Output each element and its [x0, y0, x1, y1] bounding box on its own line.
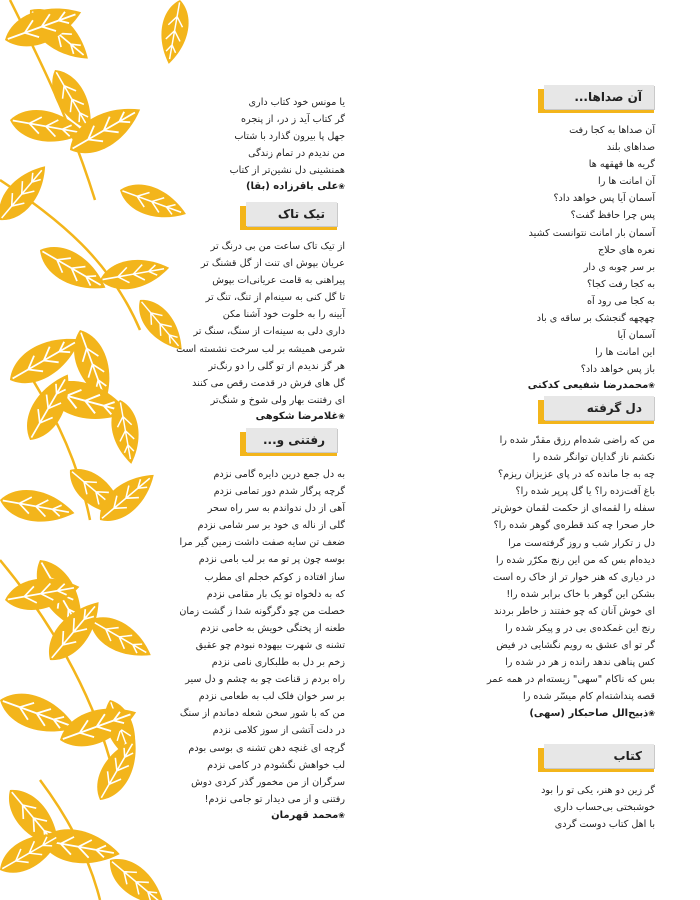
poem-line: این امانت ها را	[595, 347, 655, 359]
poem-tik-tak	[176, 238, 345, 425]
poem-line: باز پس خواهد داد؟	[580, 364, 655, 376]
poem-title: تیک تاک	[246, 202, 337, 226]
poem-lines	[200, 94, 345, 179]
poem-title-tab	[538, 396, 654, 424]
poem-line: ضعف تن سایه صفت داشت زمین گیر مرا	[179, 537, 345, 549]
poem-line: چهچهه گنجشک بر ساقه ی باد	[536, 313, 655, 325]
poem-line: گرچه ای غنچه دهن تشنه ی بوسی بودم	[188, 742, 345, 754]
poem-line: عریان بپوش ای تنت از گل قشنگ تر	[200, 258, 345, 270]
poem-line: به دل جمع درین دایره گامی نزدم	[213, 469, 345, 480]
poem-line: ساز افتاده ز کوکم خجلم ای مطرب	[204, 571, 345, 583]
poem-line: نعره های حلاج	[597, 244, 655, 256]
poem-line: یا مونس خود کتاب داری	[248, 97, 345, 108]
poem-title-tab	[538, 85, 654, 113]
poem-line: گل های فرش در قدمت رقص می کنند	[192, 377, 345, 389]
poem-line: بر سر خوان فلک لب به طعامی نزدم	[198, 691, 345, 703]
poem-line: آسمان بار امانت نتوانست کشید	[528, 227, 655, 239]
poem-author: ❀ علی باقرزاده (بقا)	[200, 179, 345, 195]
poem-line: سرگران از من مخمور گذر کردی دوش	[191, 776, 345, 788]
poem-line: گریه ها قهقهه ها	[588, 159, 655, 171]
poem-line: خوشبختی بی‌حساب داری	[553, 802, 655, 814]
poem-line: آن صداها به کجا رفت	[569, 125, 655, 136]
poem-line: گر تو ای عشق به رویم نگشایی در فیض	[496, 640, 655, 652]
poem-line: لب خواهش نگشودم در کامی نزدم	[207, 759, 345, 771]
poem-line: کس پناهی ندهد رانده ز هر در شده را	[505, 657, 655, 669]
poem-line: من ندیدم در تمام زندگی	[248, 148, 345, 160]
poem-line: من که راضی شده‌ام رزق مقدّر شده را	[499, 435, 655, 446]
poem-line: داری دلی به سینه‌ات از سنگ، سنگ تر	[193, 326, 345, 338]
poem-line: دل ز تکرار شب و روز گرفته‌ست مرا	[508, 537, 655, 549]
poem-line: به کجا رفت کجا؟	[586, 278, 655, 290]
poem-line: از تیک تاک ساعت من بی درنگ تر	[210, 241, 345, 252]
poem-line: آهی از دل ندواندم به سر راه سحر	[207, 503, 345, 515]
poem-line: طعنه از پختگی خویش به خامی نزدم	[200, 622, 345, 634]
poem-author: ❀ ذبیح‌الل صاحبکار (سهی)	[430, 706, 655, 722]
poem-line: گر زین دو هنر، یکی تو را بود	[541, 785, 655, 796]
poem-author: ❀ محمدرضا شفیعی کدکنی	[430, 378, 655, 394]
poem-line: ای خوش آنان که چو خفتند ز خاطر بردند	[493, 605, 655, 617]
poem-ketab	[430, 782, 655, 833]
poem-line: همنشینی دل نشین‌تر از کتاب	[229, 165, 345, 177]
poem-title-tab	[240, 202, 337, 230]
poem-line: هر گز ندیدم از تو گلی را دو رنگ‌تر	[208, 360, 345, 372]
poem-line: تشنه ی شهرت بیهوده نبودم چو عقیق	[195, 639, 345, 651]
poem-author: ❀ محمد قهرمان	[200, 808, 345, 824]
poem-an-sedaha	[430, 122, 655, 394]
poem-title-tab	[240, 428, 337, 456]
poem-title: آن صداها...	[544, 85, 654, 109]
poem-line: بوسه چون پر تو مه بر لب بامی نزدم	[198, 554, 345, 566]
poem-line: آسمان آیا پس خواهد داد؟	[553, 193, 655, 205]
poem-author: ❀ غلامرضا شکوهی	[200, 409, 345, 425]
poem-line: به کجا می رود آه	[586, 295, 655, 307]
poem-lines	[430, 782, 655, 833]
poem-line: بر سر چوبه ی دار	[583, 261, 655, 273]
poem-line: آن امانت ها را	[598, 176, 655, 188]
poem-line: پیراهنی به قامت عریانی‌ات بپوش	[212, 275, 345, 287]
poem-line: صداهای بلند	[606, 142, 655, 154]
poem-line: بس که ناکام "سهی" زیسته‌ام در همه عمر	[487, 674, 655, 686]
poem-title-tab	[538, 744, 654, 772]
poem-line: چه به جا مانده که در پای عزیزان ریزم؟	[498, 469, 655, 481]
poem-line: جهل پا بیرون گذارد با شتاب	[234, 131, 345, 143]
poem-line: ای رفتنت بهار ولی شوخ و شنگ‌تر	[210, 394, 345, 406]
poem-line: خصلت من چو دگرگونه شدا ز گشت زمان	[179, 605, 345, 617]
poem-line: گلی از ناله ی خود بر سر شامی نزدم	[197, 520, 345, 532]
poem-book-friend	[200, 94, 345, 195]
poem-line: بشکن این گوهر با خاک برابر شده را!	[506, 588, 655, 600]
poem-line: در دلت آتشی از سوز کلامی نزدم	[212, 725, 345, 737]
poem-line: که به دلخواه تو یک بار مقامی نزدم	[206, 588, 345, 600]
poem-line: رنج این غمکده‌ی بی در و پیکر شده را	[505, 623, 655, 635]
poem-line: پس چرا حافظ گفت؟	[570, 210, 655, 222]
poem-lines	[179, 466, 345, 808]
poem-line: نکشم ناز گدایان توانگر شده را	[532, 452, 655, 464]
poem-del-gerefte	[430, 432, 655, 722]
poem-line: زخم بر دل به طلبکاری نامی نزدم	[211, 657, 345, 669]
poem-line: گر کتاب آید ز در، از پنجره	[241, 114, 345, 126]
poem-line: راه بردم ز قناعت چو به چشم و دل سیر	[185, 674, 345, 686]
poem-title: کتاب	[544, 744, 654, 768]
poem-line: قصه پنداشته‌ام کام میسّر شده را	[523, 691, 655, 703]
poem-line: سفله را لقمه‌ای از حکمت لقمان خوش‌تر	[492, 503, 655, 515]
poem-line: تا گل کنی به سینه‌ام از تنگ، تنگ تر	[205, 292, 345, 304]
poem-line: گرچه پرگار شدم دور تمامی نزدم	[213, 486, 345, 498]
poem-line: باغ آفت‌زده را؟ یا گل پرپر شده را؟	[515, 486, 655, 498]
poem-line: دیده‌ام بس که من این رنج مکرّر شده را	[496, 554, 655, 566]
poem-line: آیینه را به خلوت خود آشنا مکن	[222, 309, 345, 321]
poem-title: دل گرفته	[544, 396, 654, 420]
poem-line: من که با شور سخن شعله دماندم از سنگ	[179, 708, 345, 720]
poem-lines	[430, 432, 655, 706]
poem-rafteni	[179, 466, 345, 824]
poem-line: رفتنی و از می دیدار تو جامی نزدم!	[204, 793, 345, 805]
poem-line: در دیاری که هنر خوار تر از خاک ره است	[493, 571, 655, 583]
poem-lines	[176, 238, 345, 409]
poem-title: رفتنی و...	[246, 428, 337, 452]
poem-lines	[430, 122, 655, 378]
poem-line: با اهل کتاب دوست گردی	[554, 819, 655, 831]
poem-line: شرمی همیشه بر لب سرخت نشسته است	[176, 343, 345, 355]
poem-line: خار صحرا چه کند قطره‌ی گوهر شده را؟	[493, 520, 655, 532]
poem-line: آسمان آیا	[617, 330, 655, 342]
